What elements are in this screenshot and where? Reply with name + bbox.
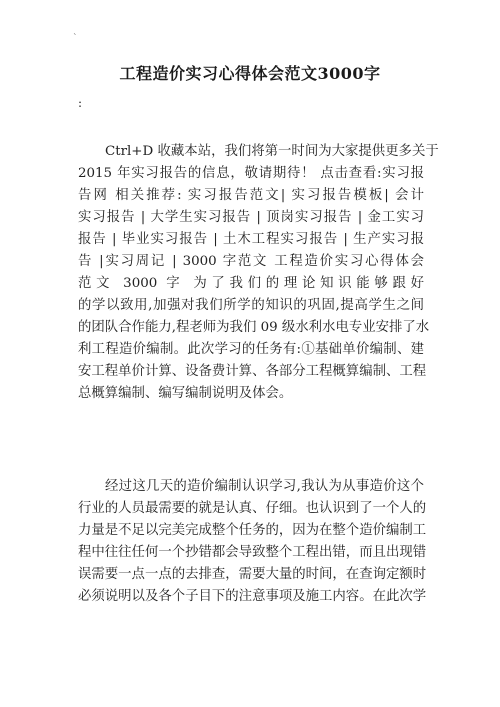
paragraph-line: 总概算编制、编写编制说明及体会。 xyxy=(78,386,293,401)
paragraph-line: 2015 年实习报告的信息，敬请期待！ 点击查看:实习报 xyxy=(78,166,424,181)
paragraph-line: 告网 相关推荐: 实习报告范文| 实习报告模板| 会计 xyxy=(78,188,424,203)
paragraph-line: 利工程造价编制。此次学习的任务有:①基础单价编制、建 xyxy=(78,342,424,357)
paragraph-line: 告 |实习周记 | 3000 字范文 工程造价实习心得体会 xyxy=(78,254,424,269)
paragraph-line: 实习报告 | 大学生实习报告 | 顶岗实习报告 | 金工实习 xyxy=(78,210,424,225)
paragraph-1 xyxy=(78,141,439,405)
paragraph-line: 的学以致用,加强对我们所学的知识的巩固,提高学生之间 xyxy=(78,298,424,313)
paragraph-line: 行业的人员最需要的就是认真、仔细。也认识到了一个人的 xyxy=(78,501,427,516)
paragraph-line: 必须说明以及各个子目下的注意事项及施工内容。在此次学 xyxy=(78,589,427,604)
paragraph-line: 经过这几天的造价编制认识学习,我认为从事造价这个 xyxy=(105,479,424,494)
paragraph-line: 误需要一点一点的去排查，需要大量的时间，在查询定额时 xyxy=(78,567,427,582)
paragraph-line: 程中往往任何一个抄错都会导致整个工程出错，而且出现错 xyxy=(78,545,427,560)
paragraph-line: 报告 | 毕业实习报告 | 土木工程实习报告 | 生产实习报 xyxy=(78,232,424,247)
paragraph-line: 的团队合作能力,程老师为我们 09 级水利水电专业安排了水 xyxy=(78,320,430,335)
paragraph-line: 范文 3000 字 为了我们的理论知识能够跟好 xyxy=(78,276,424,291)
paragraph-line: 力量是不足以完美完成整个任务的，因为在整个造价编制工 xyxy=(78,523,427,538)
page-title: 工程造价实习心得体会范文3000字 xyxy=(119,64,381,83)
paragraph-2 xyxy=(78,476,427,608)
paragraph-line: Ctrl+D 收藏本站，我们将第一时间为大家提供更多关于 xyxy=(105,144,439,159)
colon-mark: : xyxy=(78,96,83,110)
paragraph-line: 安工程单价计算、设备费计算、各部分工程概算编制、工程 xyxy=(78,364,427,379)
corner-mark: ` xyxy=(73,34,78,44)
